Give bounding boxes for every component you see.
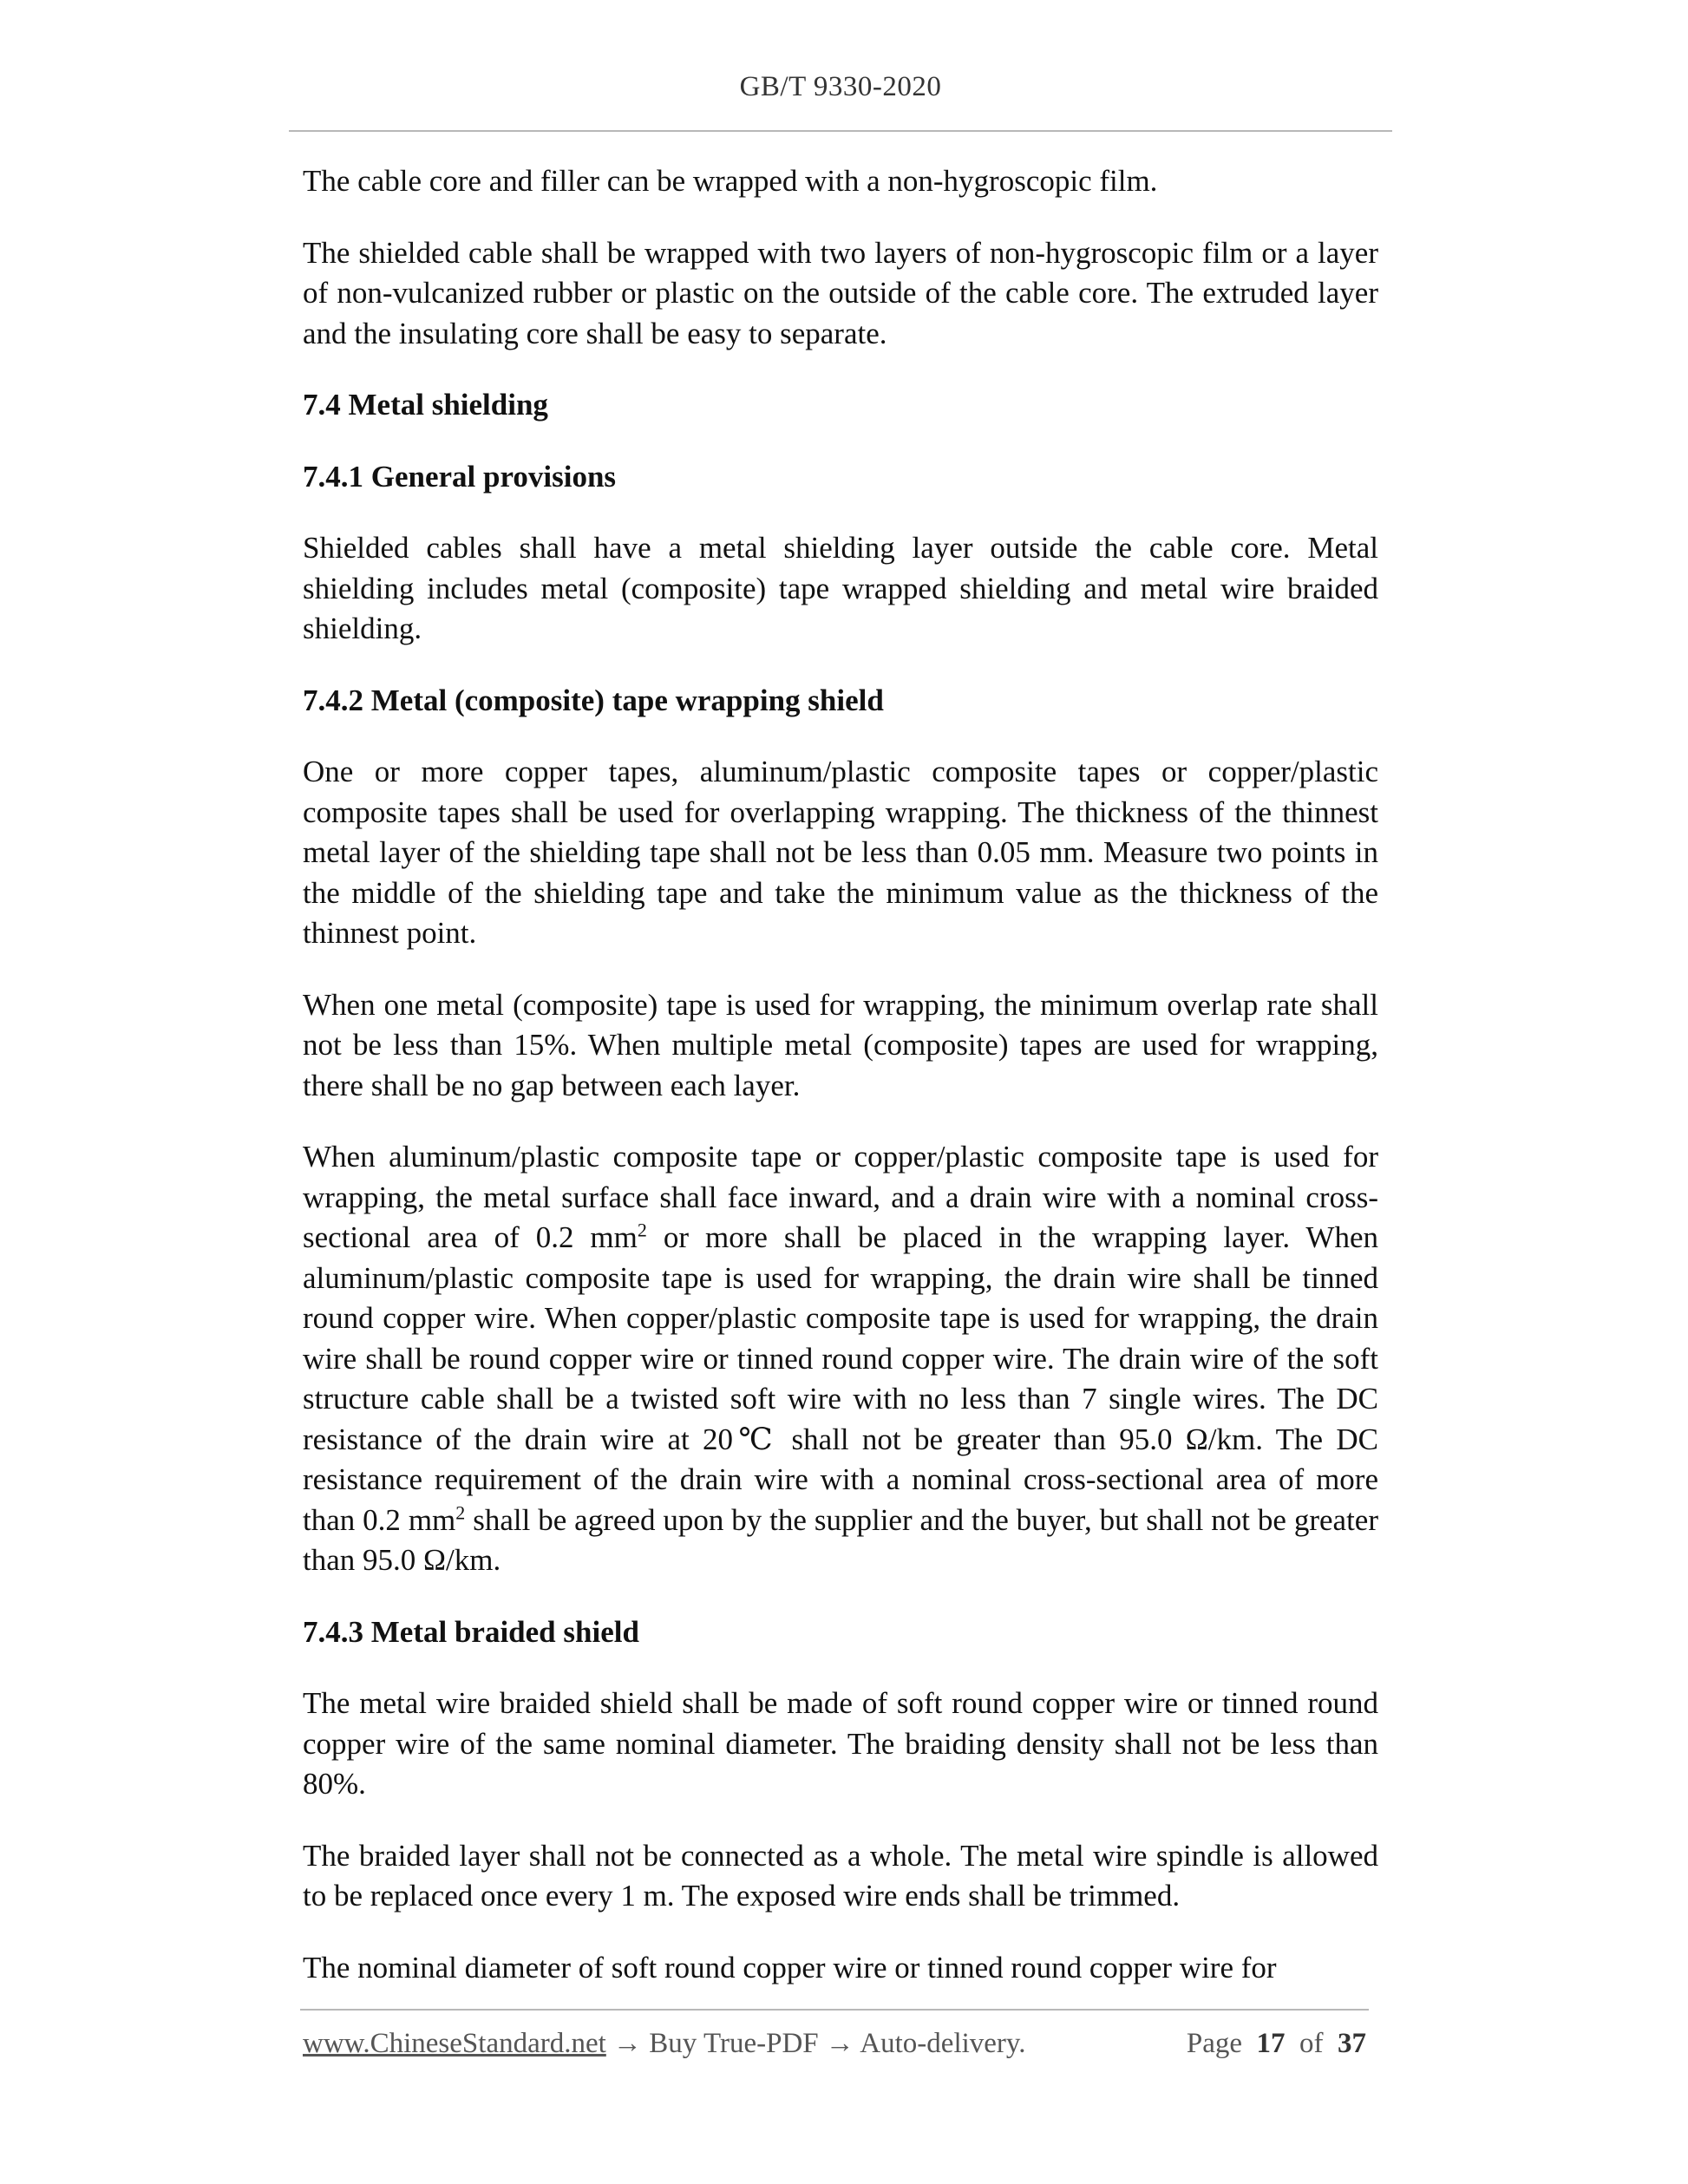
footer-promo bbox=[303, 2028, 1026, 2060]
superscript-2: 2 bbox=[455, 1501, 466, 1523]
section-heading-7-4: 7.4 Metal shielding bbox=[303, 388, 548, 422]
paragraph-nominal-diameter: The nominal diameter of soft round copper wire or tinned round copper wire for bbox=[303, 1950, 1277, 1985]
promo-text: → Buy True-PDF → Auto-delivery. bbox=[605, 2028, 1026, 2059]
paragraph-filler-wrapping: The cable core and filler can be wrapped with a non-hygroscopic film. bbox=[303, 164, 1158, 198]
section-heading-7-4-3: 7.4.3 Metal braided shield bbox=[303, 1614, 639, 1649]
page-total: 37 bbox=[1338, 2028, 1366, 2059]
paragraph-drain-wire bbox=[303, 1137, 1378, 1581]
paragraph-tape-thickness: One or more copper tapes, aluminum/plastic composite tapes or copper/plastic composite tapes shall be used for overlapping wrapping. The thickness of the thinnest metal layer of the shielding tape shall not be less than 0.05 mm. Measure two points in the middle of the shielding tape and take the minimum value as the thickness of the thinnest point. bbox=[303, 755, 1378, 950]
document-body bbox=[303, 161, 1378, 2019]
drain-wire-text-b: or more shall be placed in the wrapping layer. When aluminum/plastic composite tape is used for wrapping, the drain wire shall be tinned round copper wire. When copper/plastic composite tape is used for wrapping, the drain wire shall be round copper wire or tinned round copper wire. The drain wire of the soft structure cable shall be a twisted soft wire with no less than 7 single wires. The DC resistance of the drain wire at 20℃ shall not be greater than 95.0 Ω/km. The DC resistance requirement of the drain wire with a nominal cross-sectional area of more than 0.2 mm bbox=[303, 1220, 1378, 1537]
footer-divider bbox=[300, 2009, 1369, 2011]
section-heading-7-4-2: 7.4.2 Metal (composite) tape wrapping shield bbox=[303, 683, 884, 717]
section-heading-7-4-1: 7.4.1 General provisions bbox=[303, 459, 617, 494]
of-word: of bbox=[1299, 2028, 1324, 2059]
page-word: Page bbox=[1186, 2028, 1242, 2059]
paragraph-braided-shield-material: The metal wire braided shield shall be made of soft round copper wire or tinned round copper wire of the same nominal diameter. The braiding density shall not be less than 80%. bbox=[303, 1686, 1378, 1801]
page-current: 17 bbox=[1256, 2028, 1286, 2059]
site-link[interactable]: www.ChineseStandard.net bbox=[303, 2028, 606, 2059]
superscript-2: 2 bbox=[637, 1219, 647, 1241]
page-number bbox=[1187, 2028, 1366, 2060]
drain-wire-text-a: When aluminum/plastic composite tape or copper/plastic composite tape is used for wrapping, the metal surface shall face inward, and a drain wire with a nominal cross-sectional area of 0.2 mm bbox=[303, 1140, 1378, 1254]
header-divider bbox=[289, 130, 1392, 132]
paragraph-general-provisions: Shielded cables shall have a metal shielding layer outside the cable core. Metal shielding includes metal (composite) tape wrapped shielding and metal wire braided shielding. bbox=[303, 531, 1378, 645]
page-header: GB/T 9330-2020 bbox=[739, 71, 942, 102]
paragraph-shielded-cable-wrapping: The shielded cable shall be wrapped with two layers of non-hygroscopic film or a layer of non-vulcanized rubber or plastic on the outside of the cable core. The extruded layer and the insulating core shall be easy to separate. bbox=[303, 235, 1378, 350]
paragraph-overlap-rate: When one metal (composite) tape is used for wrapping, the minimum overlap rate shall not be less than 15%. When multiple metal (composite) tapes are used for wrapping, there shall be no gap between each layer. bbox=[303, 987, 1378, 1102]
paragraph-braided-layer-joints: The braided layer shall not be connected as a whole. The metal wire spindle is allowed to be replaced once every 1 m. The exposed wire ends shall be trimmed. bbox=[303, 1838, 1378, 1913]
drain-wire-text-c: shall be agreed upon by the supplier and the buyer, but shall not be greater than 95.0 Ω/km. bbox=[303, 1502, 1378, 1577]
